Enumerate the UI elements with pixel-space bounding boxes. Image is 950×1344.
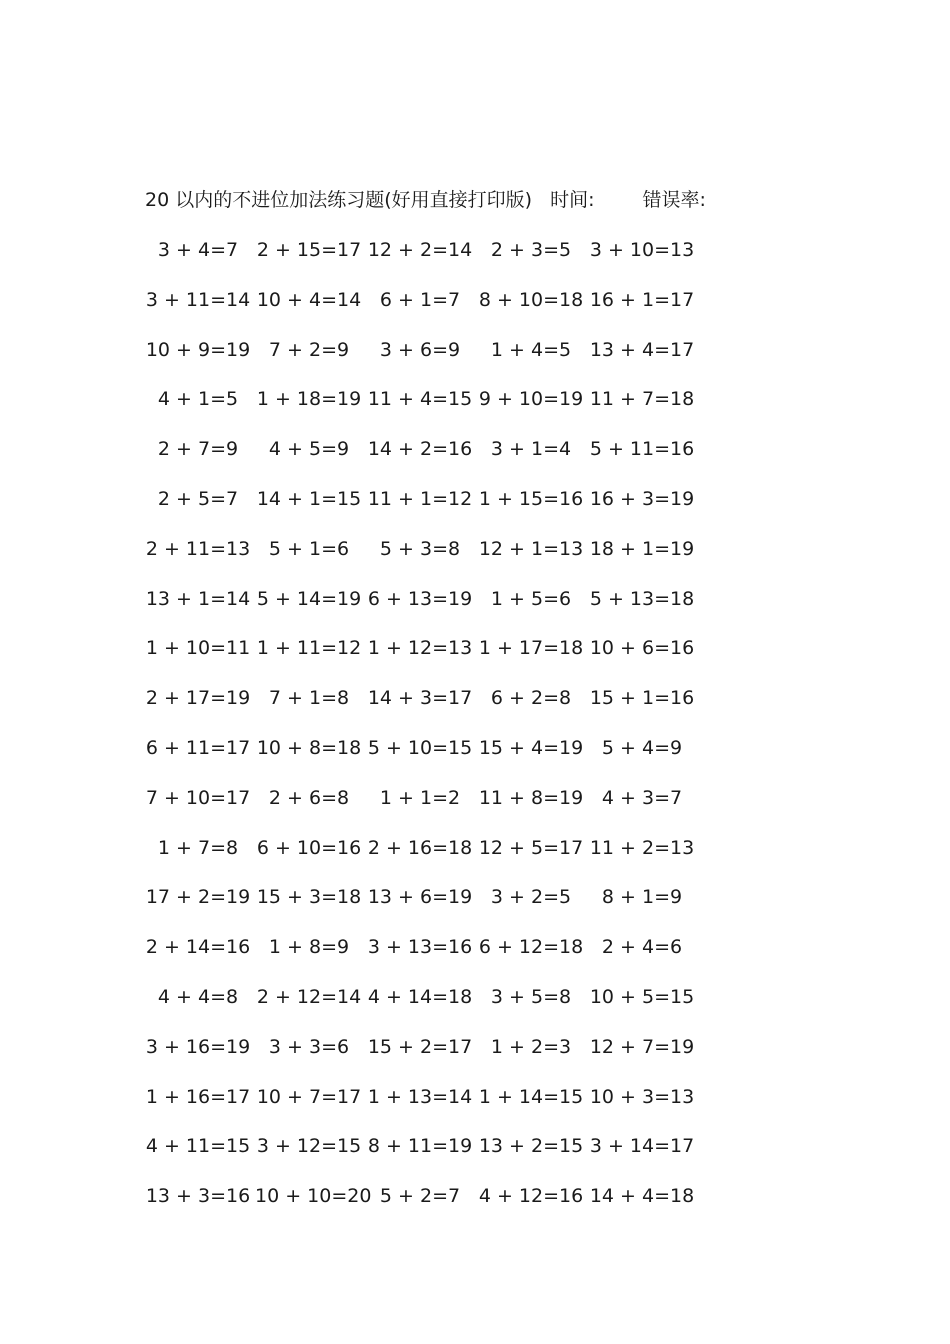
problem-row: [150, 834, 770, 884]
problem-item: 2 + 15=17: [256, 239, 362, 261]
problem-item: 5 + 2=7: [379, 1185, 461, 1208]
problem-item: 6 + 11=17: [145, 736, 251, 759]
problem-item: 8 + 11=19: [367, 1135, 473, 1158]
problem-item: 4 + 3=7: [601, 786, 683, 809]
problem-row: [145, 336, 770, 386]
problem-item: 6 + 2=8: [490, 687, 572, 710]
problem-item: 7 + 10=17: [145, 786, 251, 809]
problem-item: 16 + 3=19: [589, 487, 695, 510]
problem-item: 13 + 1=14: [145, 587, 251, 610]
problem-item: 12 + 7=19: [589, 1035, 695, 1058]
problem-item: 3 + 4=7: [157, 239, 239, 261]
problem-item: 10 + 4=14: [256, 288, 362, 311]
problem-item: 11 + 4=15: [367, 388, 473, 411]
problem-item: 3 + 13=16: [367, 936, 473, 959]
problem-item: 13 + 3=16: [145, 1185, 251, 1208]
problem-row: [150, 236, 770, 286]
problem-item: 5 + 13=18: [589, 587, 695, 610]
problem-item: 2 + 4=6: [601, 936, 683, 959]
problem-row: [145, 634, 770, 684]
problem-item: 2 + 14=16: [145, 936, 251, 959]
problem-item: 7 + 2=9: [268, 338, 350, 361]
problem-item: 11 + 7=18: [589, 388, 695, 411]
problem-row: [145, 286, 770, 336]
problem-item: 4 + 11=15: [145, 1135, 251, 1158]
problem-item: 3 + 10=13: [589, 239, 695, 261]
problem-item: 4 + 14=18: [367, 985, 473, 1008]
worksheet-title: 20 以内的不进位加法练习题(好用直接打印版): [145, 189, 533, 211]
problem-item: 1 + 2=3: [490, 1035, 572, 1058]
problem-item: 1 + 8=9: [268, 936, 350, 959]
problem-item: 15 + 2=17: [367, 1035, 473, 1058]
problem-item: 3 + 14=17: [589, 1135, 695, 1158]
problem-item: 2 + 3=5: [490, 239, 572, 261]
problem-item: 5 + 4=9: [601, 736, 683, 759]
problem-item: 3 + 6=9: [379, 338, 461, 361]
problem-item: 1 + 7=8: [157, 836, 239, 859]
problem-item: 14 + 4=18: [589, 1185, 695, 1208]
problem-item: 4 + 5=9: [268, 438, 350, 461]
problem-item: 9 + 10=19: [478, 388, 584, 411]
problem-row: [145, 1033, 770, 1083]
problem-row: [145, 585, 770, 635]
problem-item: 11 + 1=12: [367, 487, 473, 510]
problem-row: [145, 1083, 770, 1133]
problem-item: 2 + 17=19: [145, 687, 251, 710]
problem-row: [145, 535, 770, 585]
time-label: 时间:: [550, 189, 595, 211]
problem-item: 2 + 16=18: [367, 836, 473, 859]
problem-item: 4 + 12=16: [478, 1185, 584, 1208]
problem-item: 1 + 4=5: [490, 338, 572, 361]
problem-item: 3 + 16=19: [145, 1035, 251, 1058]
problem-item: 12 + 2=14: [367, 239, 473, 261]
problem-item: 2 + 7=9: [157, 438, 239, 461]
problem-item: 10 + 6=16: [589, 637, 695, 660]
problem-item: 16 + 1=17: [589, 288, 695, 311]
problem-item: 12 + 1=13: [478, 537, 584, 560]
problem-item: 2 + 5=7: [157, 487, 239, 510]
problem-item: 3 + 2=5: [490, 886, 572, 909]
problem-item: 10 + 3=13: [589, 1085, 695, 1108]
problem-row: [145, 1182, 770, 1232]
problem-item: 6 + 12=18: [478, 936, 584, 959]
problem-item: 17 + 2=19: [145, 886, 251, 909]
problem-item: 3 + 12=15: [256, 1135, 362, 1158]
problem-row: [145, 734, 770, 784]
problem-item: 3 + 3=6: [268, 1035, 350, 1058]
problem-row: [145, 784, 770, 834]
problem-item: 4 + 1=5: [157, 388, 239, 411]
problem-item: 18 + 1=19: [589, 537, 695, 560]
problem-item: 5 + 14=19: [256, 587, 362, 610]
problem-row: [150, 485, 770, 535]
problem-item: 1 + 11=12: [256, 637, 362, 660]
problem-item: 5 + 3=8: [379, 537, 461, 560]
problem-item: 3 + 5=8: [490, 985, 572, 1008]
problem-item: 10 + 5=15: [589, 985, 695, 1008]
problem-item: 5 + 10=15: [367, 736, 473, 759]
problem-item: 1 + 5=6: [490, 587, 572, 610]
problem-item: 5 + 1=6: [268, 537, 350, 560]
problem-row: [150, 385, 770, 435]
worksheet-header: [145, 186, 706, 214]
problem-row: [150, 983, 770, 1033]
problem-item: 10 + 7=17: [256, 1085, 362, 1108]
problem-item: 2 + 12=14: [256, 985, 362, 1008]
problem-item: 1 + 16=17: [145, 1085, 251, 1108]
problem-item: 1 + 17=18: [478, 637, 584, 660]
problem-item: 10 + 10=20: [255, 1185, 372, 1208]
problem-item: 1 + 10=11: [145, 637, 251, 660]
problem-item: 13 + 2=15: [478, 1135, 584, 1158]
problem-item: 8 + 1=9: [601, 886, 683, 909]
problem-item: 14 + 1=15: [256, 487, 362, 510]
problem-item: 15 + 4=19: [478, 736, 584, 759]
problem-item: 1 + 14=15: [478, 1085, 584, 1108]
problem-item: 14 + 2=16: [367, 438, 473, 461]
problem-item: 15 + 3=18: [256, 886, 362, 909]
problem-row: [145, 1132, 770, 1182]
problem-item: 13 + 4=17: [589, 338, 695, 361]
problem-item: 8 + 10=18: [478, 288, 584, 311]
problem-row: [145, 883, 770, 933]
problem-item: 6 + 1=7: [379, 288, 461, 311]
problem-item: 7 + 1=8: [268, 687, 350, 710]
error-rate-label: 错误率:: [642, 189, 706, 211]
problem-item: 3 + 11=14: [145, 288, 251, 311]
problem-item: 6 + 13=19: [367, 587, 473, 610]
problem-item: 1 + 18=19: [256, 388, 362, 411]
problem-item: 4 + 4=8: [157, 985, 239, 1008]
problem-item: 1 + 12=13: [367, 637, 473, 660]
problem-item: 2 + 11=13: [145, 537, 251, 560]
problem-item: 14 + 3=17: [367, 687, 473, 710]
problem-item: 15 + 1=16: [589, 687, 695, 710]
problem-item: 1 + 1=2: [379, 786, 461, 809]
problem-item: 10 + 9=19: [145, 338, 251, 361]
problem-item: 2 + 6=8: [268, 786, 350, 809]
problem-row: [145, 684, 770, 734]
problem-item: 1 + 15=16: [478, 487, 584, 510]
problem-item: 12 + 5=17: [478, 836, 584, 859]
problem-item: 5 + 11=16: [589, 438, 695, 461]
problem-row: [150, 435, 770, 485]
problem-item: 10 + 8=18: [256, 736, 362, 759]
problem-list: [145, 236, 770, 1232]
problem-row: [145, 933, 770, 983]
problem-item: 11 + 2=13: [589, 836, 695, 859]
problem-item: 1 + 13=14: [367, 1085, 473, 1108]
problem-item: 6 + 10=16: [256, 836, 362, 859]
problem-item: 11 + 8=19: [478, 786, 584, 809]
problem-item: 13 + 6=19: [367, 886, 473, 909]
problem-item: 3 + 1=4: [490, 438, 572, 461]
